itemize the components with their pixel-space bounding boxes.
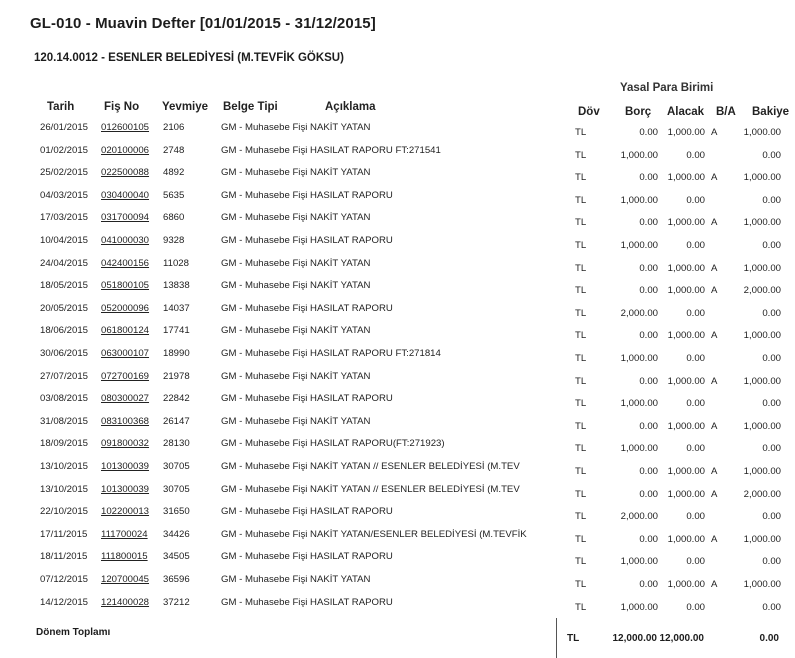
fis-no-cell: 052000096 [101,302,150,314]
header-ba: B/A [716,106,736,118]
yevmiye-cell: 2106 [163,122,185,133]
ba-cell: A [711,420,718,432]
currency-cell: TL [575,307,587,319]
ledger-row [0,258,795,280]
fis-no-cell: 072700169 [101,370,150,382]
ledger-row [0,348,795,370]
description-cell: GM - Muhasebe Fişi NAKİT YATAN [221,574,371,585]
header-bakiye: Bakiye [752,106,790,118]
currency-cell: TL [575,240,587,251]
description-cell: GM - Muhasebe Fişi NAKİT YATAN [221,167,371,179]
date-cell: 24/04/2015 [40,257,89,269]
alacak-cell: 1,000.00 [667,127,705,138]
fis-no-cell: 012600105 [101,122,150,133]
alacak-cell: 0.00 [686,601,705,613]
currency-cell: TL [575,285,587,297]
ledger-row [0,325,795,347]
description-cell: GM - Muhasebe Fişi HASILAT RAPORU(FT:271923) [221,438,445,450]
borc-cell: 0.00 [639,488,658,500]
bakiye-cell: 2,000.00 [743,285,781,297]
ledger-row [0,280,795,302]
date-cell: 18/09/2015 [40,438,89,450]
total-dov: TL [567,633,580,644]
alacak-cell: 0.00 [686,149,705,161]
bakiye-cell: 1,000.00 [743,172,781,184]
yevmiye-cell: 2748 [163,144,185,156]
date-cell: 14/12/2015 [40,596,89,608]
fis-no-cell: 091800032 [101,438,150,450]
yevmiye-cell: 34426 [163,528,190,540]
yevmiye-cell: 5635 [163,189,185,201]
ba-cell: A [711,217,718,229]
ba-cell: A [711,330,718,342]
fis-no-cell: 030400040 [101,189,150,201]
date-cell: 01/02/2015 [40,144,89,156]
date-cell: 20/05/2015 [40,302,89,314]
ledger-row [0,145,795,167]
fis-no-cell: 031700094 [101,212,150,224]
fis-no-cell: 041000030 [101,235,150,246]
ledger-row [0,461,795,483]
date-cell: 30/06/2015 [40,348,89,359]
yevmiye-cell: 28130 [163,438,190,450]
alacak-cell: 0.00 [686,353,705,364]
fis-no-cell: 061800124 [101,325,150,337]
bakiye-cell: 1,000.00 [743,533,781,545]
bakiye-cell: 0.00 [762,149,781,161]
bakiye-cell: 0.00 [762,194,781,206]
date-cell: 13/10/2015 [40,483,89,495]
date-cell: 18/05/2015 [40,280,89,292]
yevmiye-cell: 26147 [163,415,190,427]
bakiye-cell: 0.00 [762,353,781,364]
ledger-row [0,551,795,573]
description-cell: GM - Muhasebe Fişi NAKİT YATAN [221,415,371,427]
borc-cell: 0.00 [639,262,658,274]
bakiye-cell: 1,000.00 [743,420,781,432]
alacak-cell: 1,000.00 [667,262,705,274]
description-cell: GM - Muhasebe Fişi NAKİT YATAN [221,122,371,133]
alacak-cell: 0.00 [686,240,705,251]
currency-cell: TL [575,601,587,613]
currency-cell: TL [575,127,587,138]
yevmiye-cell: 11028 [163,257,189,269]
description-cell: GM - Muhasebe Fişi NAKİT YATAN [221,370,371,382]
currency-cell: TL [575,149,587,161]
ledger-row [0,303,795,325]
currency-cell: TL [575,353,587,364]
fis-no-cell: 083100368 [101,415,150,427]
currency-cell: TL [575,217,587,229]
total-label: Dönem Toplamı [36,627,111,638]
date-cell: 13/10/2015 [40,461,89,472]
yevmiye-cell: 37212 [163,596,190,608]
account-title: 120.14.0012 - ESENLER BELEDİYESİ (M.TEVFİK GÖKSU) [34,52,344,64]
bakiye-cell: 2,000.00 [743,488,781,500]
bakiye-cell: 0.00 [762,443,781,455]
borc-cell: 0.00 [639,217,658,229]
currency-cell: TL [575,466,587,477]
alacak-cell: 1,000.00 [667,172,705,184]
ledger-row [0,529,795,551]
borc-cell: 1,000.00 [620,149,658,161]
yevmiye-cell: 36596 [163,574,190,585]
ba-cell: A [711,285,718,297]
ba-cell: A [711,127,718,138]
ledger-row [0,574,795,596]
borc-cell: 1,000.00 [620,353,658,364]
borc-cell: 0.00 [639,533,658,545]
total-borc: 12,000.00 [612,633,657,644]
alacak-cell: 1,000.00 [667,217,705,229]
divider-line [556,618,557,658]
borc-cell: 1,000.00 [620,601,658,613]
date-cell: 26/01/2015 [40,122,89,133]
description-cell: GM - Muhasebe Fişi HASILAT RAPORU [221,596,393,608]
date-cell: 07/12/2015 [40,574,89,585]
date-cell: 31/08/2015 [40,415,89,427]
yevmiye-cell: 21978 [163,370,190,382]
ba-cell: A [711,533,718,545]
date-cell: 25/02/2015 [40,167,89,179]
total-alacak: 12,000.00 [659,633,704,644]
yevmiye-cell: 4892 [163,167,185,179]
currency-cell: TL [575,172,587,184]
date-cell: 27/07/2015 [40,370,89,382]
header-aciklama: Açıklama [325,101,376,113]
description-cell: GM - Muhasebe Fişi NAKİT YATAN [221,325,371,337]
currency-cell: TL [575,262,587,274]
bakiye-cell: 1,000.00 [743,262,781,274]
alacak-cell: 1,000.00 [667,533,705,545]
header-alacak: Alacak [667,106,705,118]
fis-no-cell: 042400156 [101,257,150,269]
fis-no-cell: 121400028 [101,596,150,608]
currency-cell: TL [575,579,587,590]
description-cell: GM - Muhasebe Fişi NAKİT YATAN // ESENLER BELEDİYESİ (M.TEV [221,483,520,495]
date-cell: 10/04/2015 [40,235,89,246]
currency-cell: TL [575,488,587,500]
borc-cell: 0.00 [639,375,658,387]
ba-cell: A [711,466,718,477]
yevmiye-cell: 31650 [163,506,190,518]
alacak-cell: 1,000.00 [667,466,705,477]
ledger-row [0,190,795,212]
alacak-cell: 1,000.00 [667,420,705,432]
date-cell: 17/03/2015 [40,212,89,224]
yevmiye-cell: 30705 [163,483,190,495]
bakiye-cell: 1,000.00 [743,375,781,387]
ledger-row [0,438,795,460]
currency-cell: TL [575,194,587,206]
bakiye-cell: 0.00 [762,307,781,319]
report-title: GL-010 - Muavin Defter [01/01/2015 - 31/12/2015] [30,15,376,32]
bakiye-cell: 1,000.00 [743,127,781,138]
ledger-row [0,235,795,257]
borc-cell: 1,000.00 [620,240,658,251]
fis-no-cell: 101300039 [101,483,150,495]
yevmiye-cell: 30705 [163,461,190,472]
description-cell: GM - Muhasebe Fişi NAKİT YATAN [221,212,371,224]
bakiye-cell: 0.00 [762,556,781,568]
ledger-row [0,122,795,144]
bakiye-cell: 1,000.00 [743,217,781,229]
fis-no-cell: 111700024 [101,528,148,540]
ledger-row [0,167,795,189]
borc-cell: 0.00 [639,285,658,297]
borc-cell: 1,000.00 [620,556,658,568]
ledger-row [0,597,795,619]
borc-cell: 0.00 [639,420,658,432]
date-cell: 22/10/2015 [40,506,89,518]
fis-no-cell: 102200013 [101,506,150,518]
total-bakiye: 0.00 [759,633,779,644]
yevmiye-cell: 9328 [163,235,185,246]
alacak-cell: 0.00 [686,511,705,523]
alacak-cell: 1,000.00 [667,375,705,387]
borc-cell: 0.00 [639,330,658,342]
fis-no-cell: 080300027 [101,393,150,405]
description-cell: GM - Muhasebe Fişi HASILAT RAPORU [221,189,393,201]
date-cell: 17/11/2015 [40,528,88,540]
borc-cell: 1,000.00 [620,443,658,455]
header-yevmiye: Yevmiye [162,101,209,113]
header-dov: Döv [578,106,600,118]
borc-cell: 0.00 [639,172,658,184]
description-cell: GM - Muhasebe Fişi NAKİT YATAN [221,257,371,269]
currency-cell: TL [575,398,587,410]
alacak-cell: 1,000.00 [667,285,705,297]
alacak-cell: 1,000.00 [667,579,705,590]
ba-cell: A [711,172,718,184]
date-cell: 04/03/2015 [40,189,89,201]
bakiye-cell: 1,000.00 [743,466,781,477]
yevmiye-cell: 13838 [163,280,190,292]
yevmiye-cell: 18990 [163,348,190,359]
alacak-cell: 0.00 [686,194,705,206]
currency-header: Yasal Para Birimi [620,82,714,94]
borc-cell: 0.00 [639,466,658,477]
header-borc: Borç [625,106,652,118]
bakiye-cell: 0.00 [762,398,781,410]
ba-cell: A [711,375,718,387]
ledger-row [0,484,795,506]
description-cell: GM - Muhasebe Fişi NAKİT YATAN/ESENLER BELEDİYESİ (M.TEVFİK [221,528,527,540]
alacak-cell: 0.00 [686,307,705,319]
borc-cell: 1,000.00 [620,194,658,206]
alacak-cell: 1,000.00 [667,330,705,342]
currency-cell: TL [575,556,587,568]
yevmiye-cell: 22842 [163,393,190,405]
date-cell: 18/06/2015 [40,325,89,337]
ledger-row [0,371,795,393]
yevmiye-cell: 34505 [163,551,190,563]
currency-cell: TL [575,330,587,342]
currency-cell: TL [575,443,587,455]
header-fis-no: Fiş No [104,101,140,113]
fis-no-cell: 063000107 [101,348,150,359]
ledger-row [0,212,795,234]
fis-no-cell: 120700045 [101,574,150,585]
fis-no-cell: 111800015 [101,551,148,563]
header-tarih: Tarih [47,101,75,113]
alacak-cell: 0.00 [686,556,705,568]
borc-cell: 2,000.00 [620,307,658,319]
fis-no-cell: 101300039 [101,461,150,472]
date-cell: 03/08/2015 [40,393,89,405]
fis-no-cell: 051800105 [101,280,150,292]
description-cell: GM - Muhasebe Fişi HASILAT RAPORU [221,506,393,518]
date-cell: 18/11/2015 [40,551,88,563]
description-cell: GM - Muhasebe Fişi HASILAT RAPORU [221,302,393,314]
fis-no-cell: 020100006 [101,144,150,156]
ledger-row [0,506,795,528]
yevmiye-cell: 17741 [163,325,190,337]
ba-cell: A [711,488,718,500]
bakiye-cell: 0.00 [762,511,781,523]
description-cell: GM - Muhasebe Fişi HASILAT RAPORU [221,551,393,563]
yevmiye-cell: 14037 [163,302,190,314]
ba-cell: A [711,262,718,274]
ledger-row [0,416,795,438]
description-cell: GM - Muhasebe Fişi HASILAT RAPORU FT:271814 [221,348,441,359]
description-cell: GM - Muhasebe Fişi NAKİT YATAN // ESENLER BELEDİYESİ (M.TEV [221,461,520,472]
borc-cell: 0.00 [639,579,658,590]
header-belge-tipi: Belge Tipi [223,101,278,113]
currency-cell: TL [575,533,587,545]
ba-cell: A [711,579,718,590]
yevmiye-cell: 6860 [163,212,185,224]
bakiye-cell: 1,000.00 [743,579,781,590]
bakiye-cell: 1,000.00 [743,330,781,342]
alacak-cell: 0.00 [686,443,705,455]
description-cell: GM - Muhasebe Fişi HASILAT RAPORU [221,393,393,405]
alacak-cell: 0.00 [686,398,705,410]
bakiye-cell: 0.00 [762,601,781,613]
borc-cell: 2,000.00 [620,511,658,523]
alacak-cell: 1,000.00 [667,488,705,500]
currency-cell: TL [575,375,587,387]
borc-cell: 0.00 [639,127,658,138]
bakiye-cell: 0.00 [762,240,781,251]
description-cell: GM - Muhasebe Fişi HASILAT RAPORU [221,235,393,246]
borc-cell: 1,000.00 [620,398,658,410]
currency-cell: TL [575,511,587,523]
ledger-row [0,393,795,415]
description-cell: GM - Muhasebe Fişi HASILAT RAPORU FT:271541 [221,144,441,156]
currency-cell: TL [575,420,587,432]
fis-no-cell: 022500088 [101,167,150,179]
description-cell: GM - Muhasebe Fişi NAKİT YATAN [221,280,371,292]
